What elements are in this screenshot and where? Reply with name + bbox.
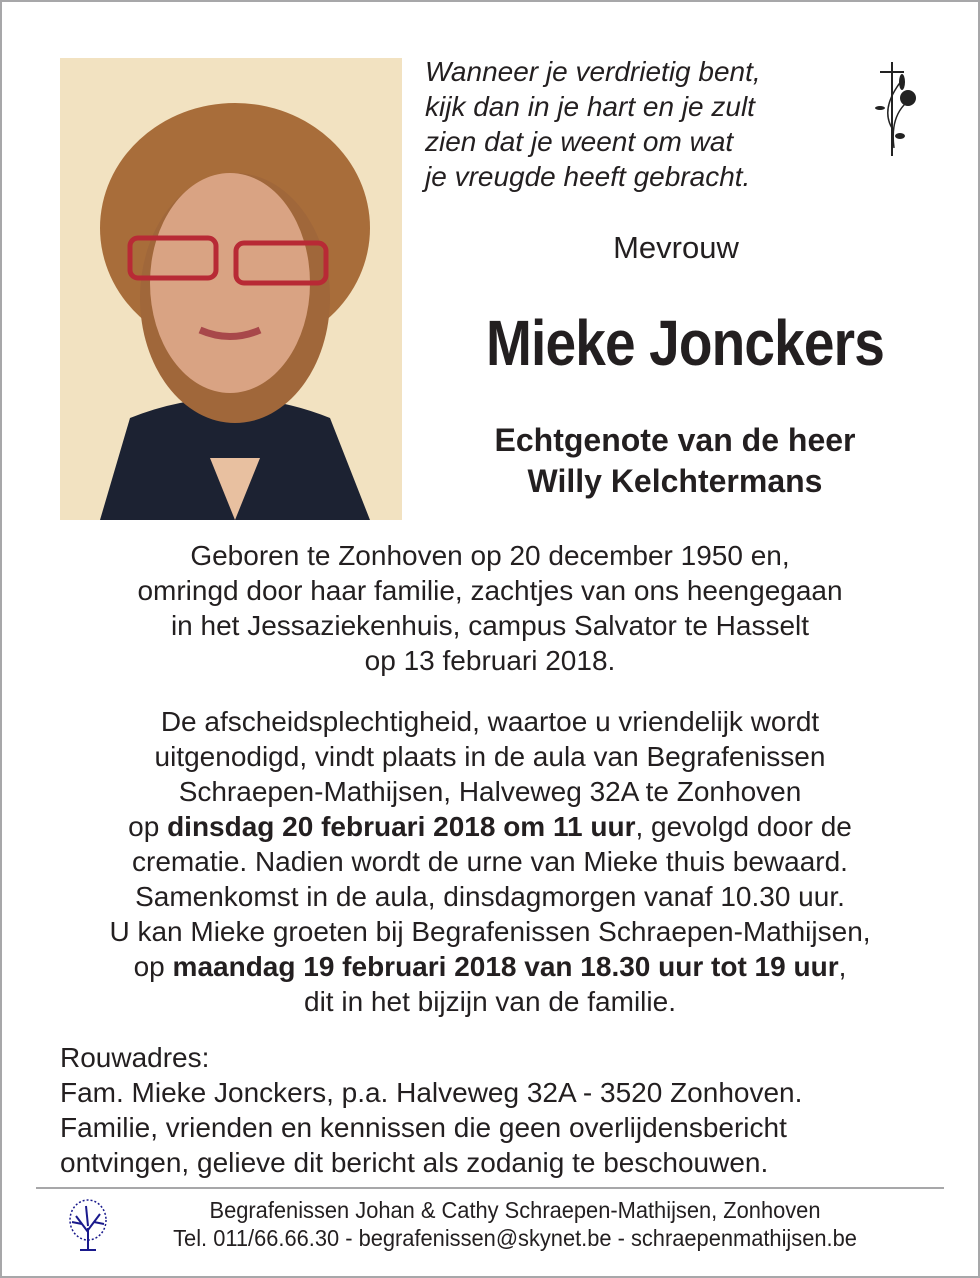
- text-line: [40, 949, 940, 984]
- divider: [36, 1187, 944, 1189]
- text-line: Fam. Mieke Jonckers, p.a. Halveweg 32A - 3520 Zonhoven.: [60, 1077, 803, 1108]
- funeral-home-contact: Tel. 011/66.66.30 - begrafenissen@skynet.be - schraepenmathijsen.be: [173, 1225, 857, 1251]
- text-line: U kan Mieke groeten bij Begrafenissen Schraepen-Mathijsen,: [109, 916, 871, 947]
- birth-paragraph: [40, 538, 940, 678]
- quote-line: je vreugde heeft gebracht.: [425, 161, 751, 192]
- title: Mevrouw: [613, 230, 739, 265]
- text-line: ontvingen, gelieve dit bericht als zodanig te beschouwen.: [60, 1147, 769, 1178]
- text-line: De afscheidsplechtigheid, waartoe u vriendelijk wordt: [160, 706, 820, 737]
- text-line: op 13 februari 2018.: [364, 645, 616, 676]
- tree-logo-icon: [64, 1198, 112, 1252]
- spouse: [440, 420, 910, 502]
- ceremony-paragraph: [40, 704, 940, 1019]
- visitation-date: maandag 19 februari 2018 van 18.30 uur tot 19 uur: [172, 951, 839, 982]
- text-line: in het Jessaziekenhuis, campus Salvator te Hasselt: [170, 610, 810, 641]
- quote-line: zien dat je weent om wat: [425, 126, 734, 157]
- quote-line: Wanneer je verdrietig bent,: [425, 56, 761, 87]
- text-line: omringd door haar familie, zachtjes van ons heengegaan: [137, 575, 843, 606]
- spouse-line: Echtgenote van de heer: [494, 422, 856, 458]
- portrait-photo: [60, 58, 402, 520]
- text-line: Schraepen-Mathijsen, Halveweg 32A te Zonhoven: [178, 776, 802, 807]
- spouse-line: Willy Kelchtermans: [527, 463, 823, 499]
- quote: [425, 54, 761, 194]
- text-line: Samenkomst in de aula, dinsdagmorgen vanaf 10.30 uur.: [135, 881, 845, 912]
- text-line: Familie, vrienden en kennissen die geen overlijdensbericht: [60, 1112, 787, 1143]
- deceased-name: Mieke Jonckers: [486, 307, 884, 379]
- mourning-address: [60, 1040, 802, 1180]
- text: op: [128, 811, 168, 842]
- text: op: [133, 951, 173, 982]
- funeral-home-footer: [130, 1196, 900, 1252]
- text-line: crematie. Nadien wordt de urne van Mieke thuis bewaard.: [132, 846, 848, 877]
- cross-rose-icon: [870, 58, 930, 158]
- text-line: dit in het bijzijn van de familie.: [304, 986, 676, 1017]
- ceremony-date: dinsdag 20 februari 2018 om 11 uur: [167, 811, 636, 842]
- quote-line: kijk dan in je hart en je zult: [425, 91, 755, 122]
- funeral-home-name: Begrafenissen Johan & Cathy Schraepen-Mathijsen, Zonhoven: [209, 1197, 821, 1223]
- text-line: Geboren te Zonhoven op 20 december 1950 en,: [190, 540, 790, 571]
- text: , gevolgd door de: [635, 811, 852, 842]
- text: ,: [838, 951, 847, 982]
- text-line: [40, 809, 940, 844]
- text-line: uitgenodigd, vindt plaats in de aula van Begrafenissen: [154, 741, 826, 772]
- text-line: Rouwadres:: [60, 1042, 210, 1073]
